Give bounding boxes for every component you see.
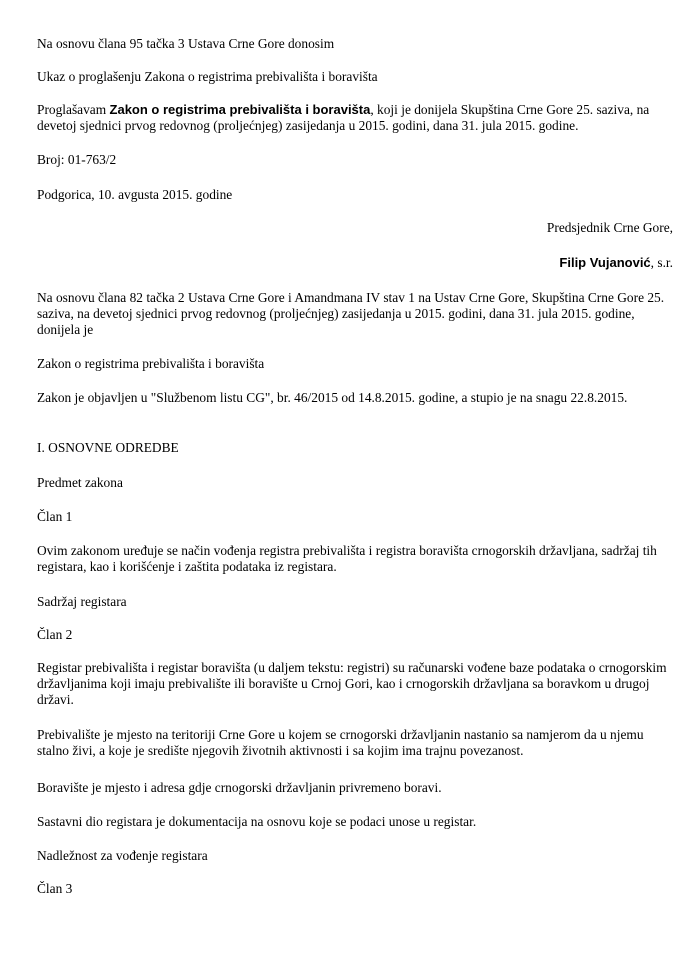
article-2-paragraph-4: Sastavni dio registara je dokumentacija na osnovu koje se podaci unose u registar.: [37, 814, 477, 829]
law-publication: Zakon je objavljen u "Službenom listu CG", br. 46/2015 od 14.8.2015. godine, a stupio je na snagu 22.8.2015.: [37, 390, 628, 405]
decree-place-date: Podgorica, 10. avgusta 2015. godine: [37, 187, 233, 202]
decree-title: Ukaz o proglašenju Zakona o registrima prebivališta i boravišta: [37, 69, 378, 84]
article-2-paragraph-2: Prebivalište je mjesto na teritoriji Crne Gore u kojem se crnogorski državljanin nastanio sa namjerom da u njemu stalno živi, a koje je središte njegovih životnih aktivnosti i sa kojim ima trajnu povezanost.: [37, 727, 644, 758]
article-1-text: Ovim zakonom uređuje se način vođenja registra prebivališta i registra boravišta crnogorskih državljana, sadržaj tih registara, kao i korišćenje i zaštita podataka iz registara.: [37, 543, 657, 574]
law-title: Zakon o registrima prebivališta i boravišta: [37, 356, 265, 371]
article-3-heading: Član 3: [37, 881, 73, 896]
proclamation-prefix: Proglašavam: [37, 102, 110, 117]
decree-proclamation: [37, 102, 667, 134]
article-2-heading: Član 2: [37, 627, 73, 642]
signatory-line: [559, 255, 673, 271]
decree-basis: Na osnovu člana 95 tačka 3 Ustava Crne Gore donosim: [37, 36, 335, 51]
content-heading: Sadržaj registara: [37, 594, 127, 609]
decree-number: Broj: 01-763/2: [37, 152, 117, 167]
signatory-suffix: , s.r.: [650, 255, 673, 270]
subject-heading: Predmet zakona: [37, 475, 123, 490]
competence-heading: Nadležnost za vođenje registara: [37, 848, 208, 863]
signatory-name: Filip Vujanović: [559, 255, 651, 270]
signatory-title: Predsjednik Crne Gore,: [546, 220, 673, 235]
article-1-heading: Član 1: [37, 509, 73, 524]
proclaimed-law-name: Zakon o registrima prebivališta i boravišta: [109, 102, 371, 117]
proclamation-suffix: , koji je donijela Skupština Crne Gore 25. saziva, na devetoj sjednici prvog redovnog (proljećnjeg) zasijedanja u 2015. godini, dana 31. jula 2015. godine.: [37, 102, 650, 133]
article-2-paragraph-1: Registar prebivališta i registar boravišta (u daljem tekstu: registri) su računarski vođene baze podataka o crnogorskim državljanima koji imaju prebivalište ili boravište u Crnoj Gori, kao i crnogorskih državljana sa boravkom u drugoj državi.: [37, 660, 667, 707]
section-heading: I. OSNOVNE ODREDBE: [37, 440, 179, 455]
law-basis: Na osnovu člana 82 tačka 2 Ustava Crne Gore i Amandmana IV stav 1 na Ustav Crne Gore, Skupština Crne Gore 25. saziva, na devetoj sjednici prvog redovnog (proljećnjeg) zasijedanja u 2015. godini, dana 31. jula 2015. godine, donijela je: [37, 290, 665, 337]
article-2-paragraph-3: Boravište je mjesto i adresa gdje crnogorski državljanin privremeno boravi.: [37, 780, 442, 795]
